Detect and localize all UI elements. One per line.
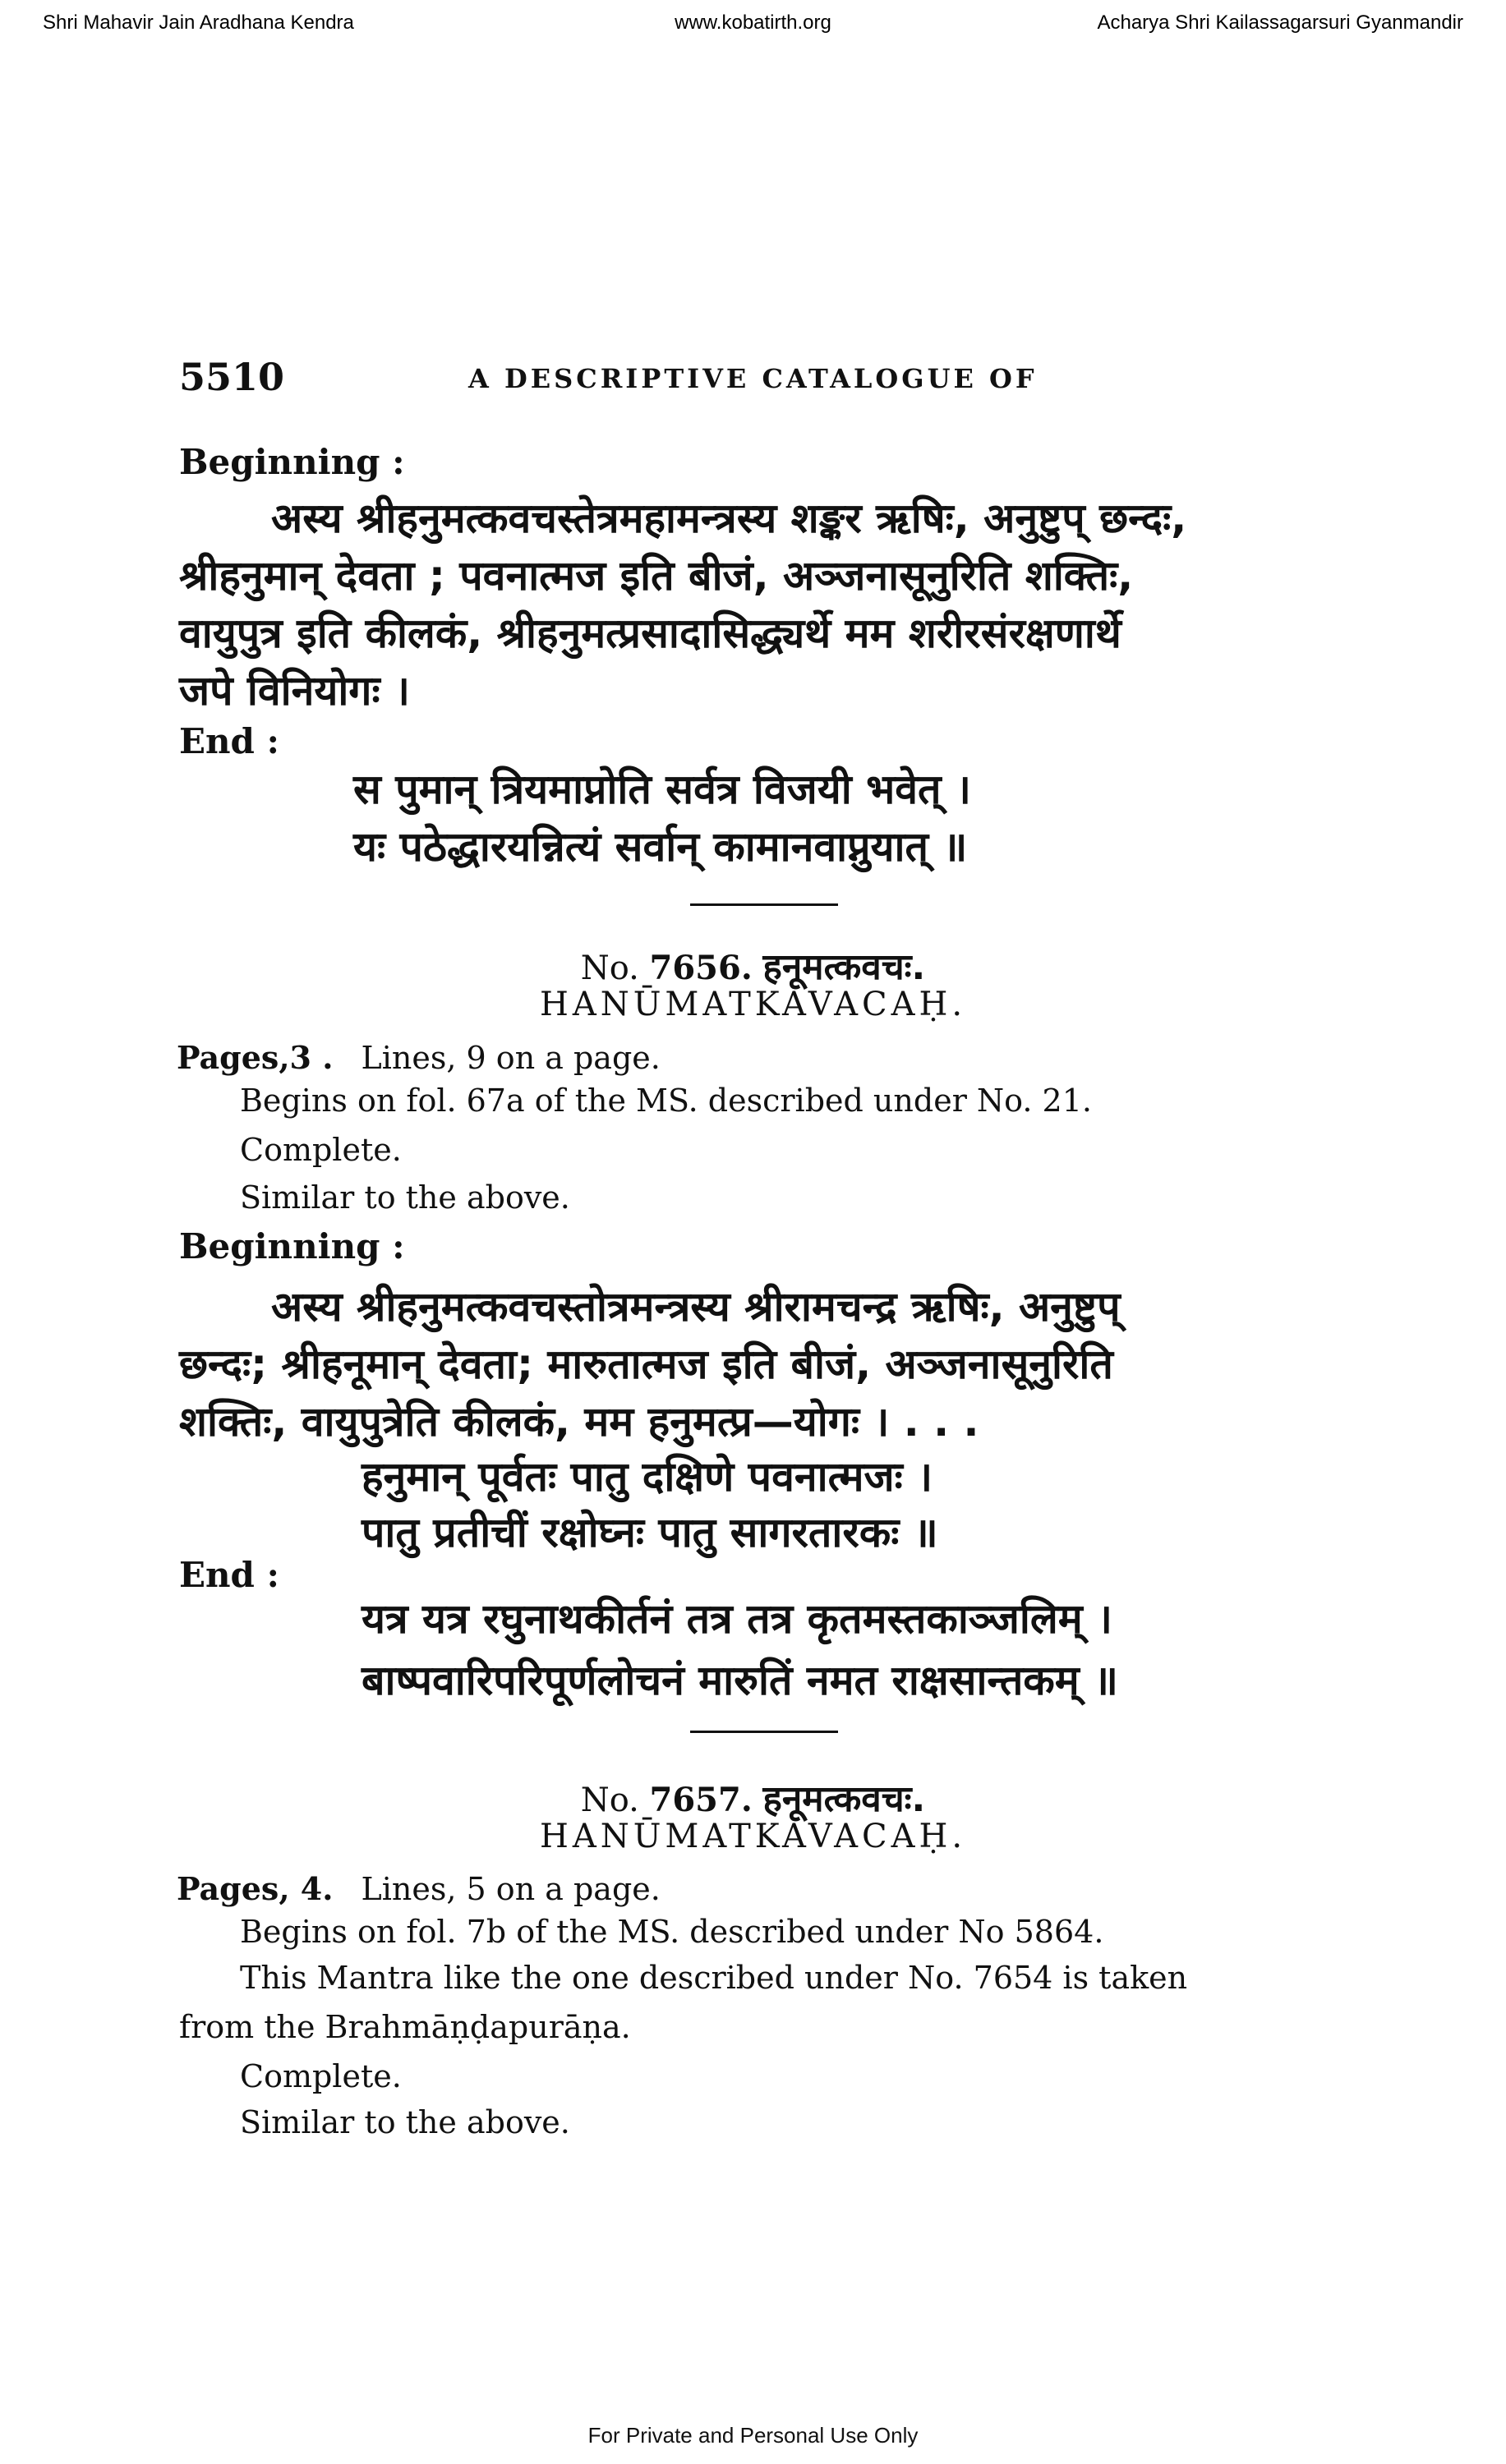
sanskrit-line: छन्दः; श्रीहनूमान् देवता; मारुतात्मज इति बीजं, अञ्जनासूनुरिति [179, 1340, 1113, 1388]
entry-title-transliteration: HANŪMATKAVACAḤ. [539, 986, 967, 1023]
similar-note: Similar to the above. [240, 1179, 570, 1216]
begins-on: Begins on fol. 67a of the MS. described under No. 21. [240, 1083, 1092, 1119]
running-title: A DESCRIPTIVE CATALOGUE OF [468, 363, 1038, 394]
sanskrit-line: जपे विनियोगः । [179, 667, 410, 715]
header-center-url: www.kobatirth.org [675, 11, 831, 34]
footer-notice: For Private and Personal Use Only [587, 2423, 919, 2448]
entry-title-devanagari: हनूमत्कवचः. [762, 1778, 926, 1820]
header-right-text: Acharya Shri Kailassagarsuri Gyanmandir [1097, 11, 1463, 34]
sanskrit-verse-line: स पुमान् त्रियमाप्नोति सर्वत्र विजयी भवेत् । [353, 765, 971, 813]
entry-title-devanagari: हनूमत्कवचः. [762, 946, 926, 988]
lines-count: Lines, 5 on a page. [361, 1871, 661, 1907]
sanskrit-line: शक्तिः, वायुपुत्रेति कीलकं, मम हनुमत्प्र—योगः । . . . [179, 1398, 979, 1446]
beginning-label: Beginning : [179, 1226, 405, 1266]
entry-heading-7657 [0, 1772, 1506, 1822]
section-divider [690, 1731, 838, 1733]
entry-number: 7657. [649, 1781, 753, 1819]
completeness: Complete. [240, 2058, 402, 2094]
pages-count: Pages, 4. [177, 1870, 334, 1907]
description-note: from the Brahmāṇḍapurāṇa. [179, 2009, 631, 2045]
sanskrit-verse-line: हनुमान् पूर्वतः पातु दक्षिणे पवनात्मजः । [362, 1453, 933, 1501]
sanskrit-verse-line: यः पठेद्धारयन्नित्यं सर्वान् कामानवाप्नुयात् ॥ [353, 823, 968, 871]
sanskrit-verse-line: पातु प्रतीचीं रक्षोघ्नः पातु सागरतारकः ॥ [362, 1509, 938, 1556]
begins-on: Begins on fol. 7b of the MS. described under No 5864. [240, 1914, 1104, 1950]
entry-heading-7656 [0, 940, 1506, 990]
pages-count: Pages,3 . [177, 1039, 334, 1076]
header-left-text: Shri Mahavir Jain Aradhana Kendra [43, 11, 354, 34]
end-label: End : [179, 721, 280, 761]
similar-note: Similar to the above. [240, 2104, 570, 2140]
entry-no-label: No. [580, 1781, 639, 1819]
section-divider [690, 903, 838, 906]
description-note: This Mantra like the one described under No. 7654 is taken [240, 1960, 1188, 1996]
entry-title-transliteration: HANŪMATKAVACAḤ. [539, 1818, 967, 1855]
lines-count: Lines, 9 on a page. [361, 1040, 661, 1076]
beginning-label: Beginning : [179, 442, 405, 482]
entry-pages-lines [177, 1039, 661, 1076]
entry-pages-lines [177, 1870, 661, 1907]
entry-no-label: No. [580, 949, 639, 987]
entry-number: 7656. [649, 949, 753, 987]
sanskrit-line: वायुपुत्र इति कीलकं, श्रीहनुमत्प्रसादासिद्ध्यर्थे मम शरीरसंरक्षणार्थे [179, 609, 1121, 657]
end-label: End : [179, 1555, 280, 1595]
sanskrit-verse-line: यत्र यत्र रघुनाथकीर्तनं तत्र तत्र कृतमस्तकाञ्जलिम् । [362, 1595, 1112, 1643]
sanskrit-line: अस्य श्रीहनुमत्कवचस्तेत्रमहामन्त्रस्य शङ्कर ऋषिः, अनुष्टुप् छन्दः, [271, 494, 1187, 542]
page-number: 5510 [179, 355, 285, 399]
sanskrit-verse-line: बाष्पवारिपरिपूर्णलोचनं मारुतिं नमत राक्षसान्तकम् ॥ [362, 1657, 1118, 1704]
completeness: Complete. [240, 1132, 402, 1168]
sanskrit-line: अस्य श्रीहनुमत्कवचस्तोत्रमन्त्रस्य श्रीरामचन्द्र ऋषिः, अनुष्टुप् [271, 1283, 1121, 1331]
sanskrit-line: श्रीहनुमान् देवता ; पवनात्मज इति बीजं, अञ्जनासूनुरिति शक्तिः, [179, 552, 1134, 600]
